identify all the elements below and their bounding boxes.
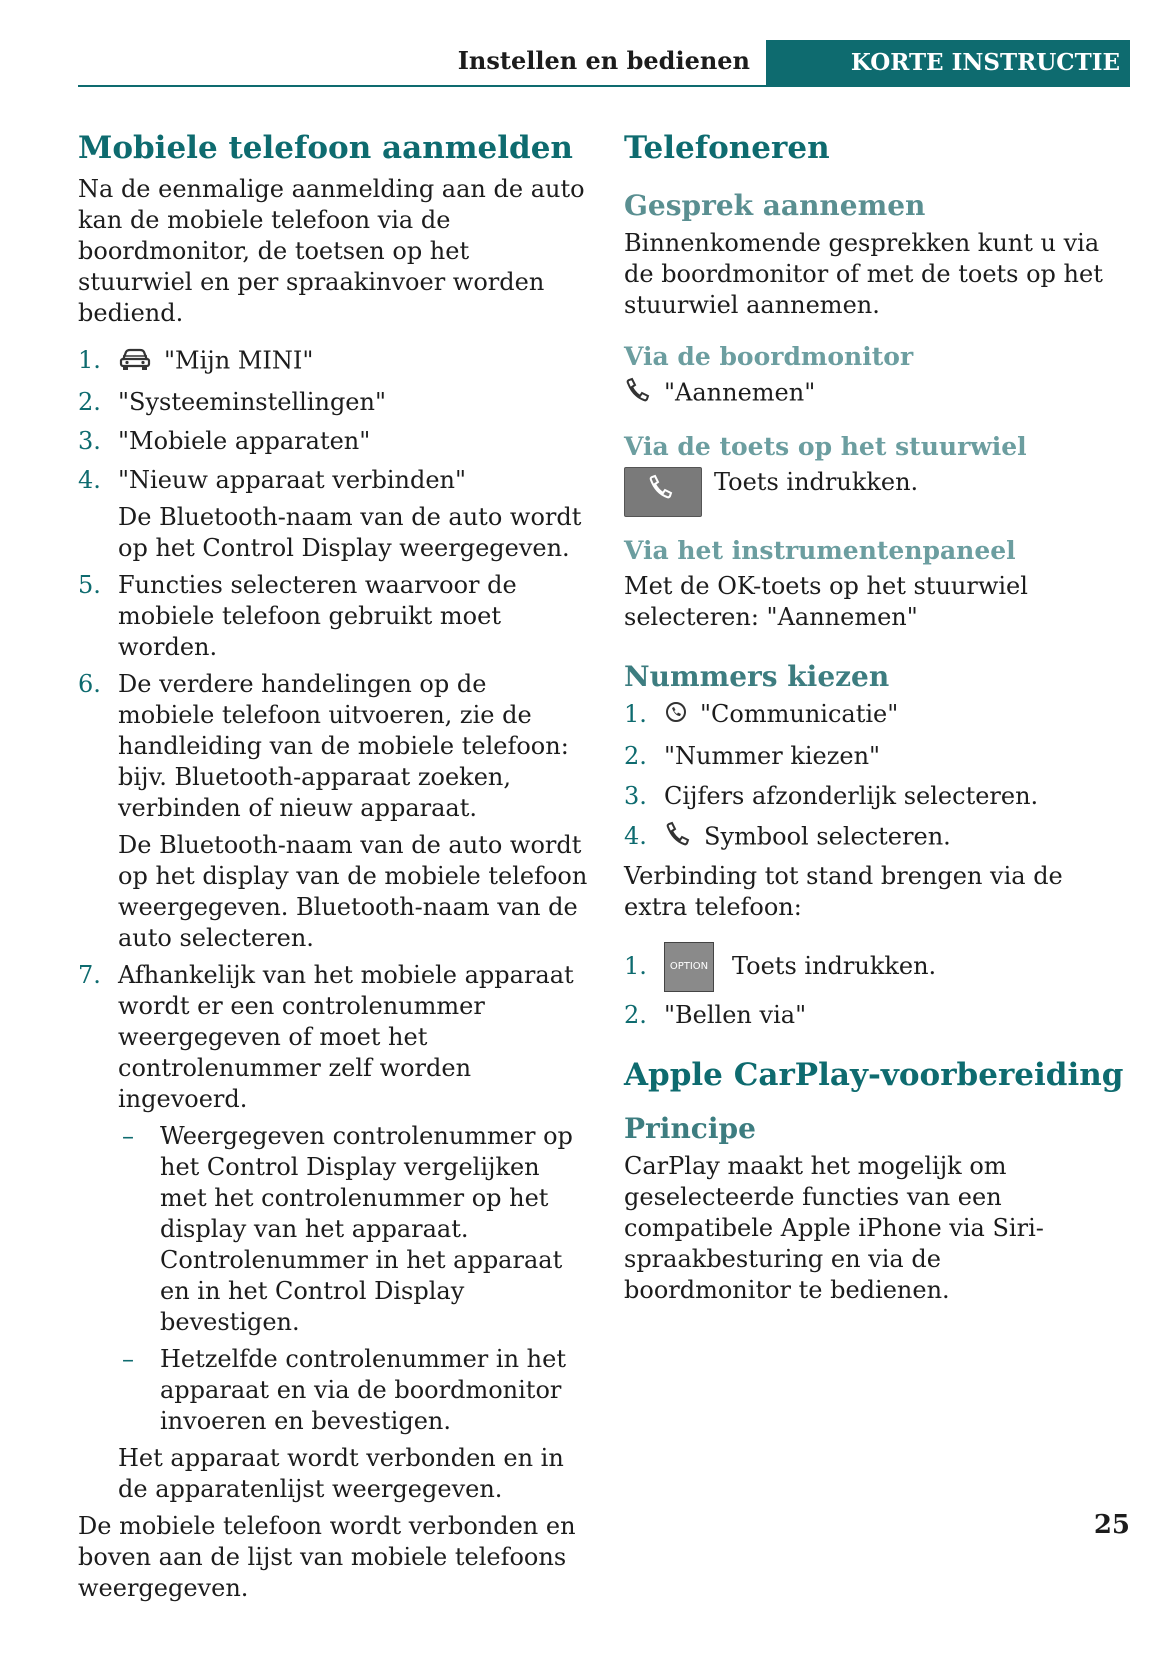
via-panel-paragraph: Met de OK-toets op het stuurwiel selecteren: "Aannemen" xyxy=(624,572,1028,631)
step-6-note: De Bluetooth-naam van de auto wordt op het display van de mobiele telefoon weergegeven. Bluetooth-naam van de auto selecteren. xyxy=(118,831,588,952)
page-number: 25 xyxy=(1093,1510,1130,1540)
dial-steps xyxy=(624,699,1114,855)
step-7-result: Het apparaat wordt verbonden en in de apparatenlijst weergegeven. xyxy=(118,1444,564,1503)
step-text: Cijfers afzonderlijk selecteren. xyxy=(664,781,1039,810)
step-number: 3. xyxy=(624,781,647,810)
extra-phone-paragraph: Verbinding tot stand brengen via de extra telefoon: xyxy=(624,861,1063,921)
step-text: "Communicatie" xyxy=(700,700,899,728)
section-title: Instellen en bedienen xyxy=(457,46,750,75)
phone-handset-icon xyxy=(624,377,650,411)
header-rule xyxy=(78,85,1130,87)
carplay-paragraph: CarPlay maakt het mogelijk om geselecteerde functies van een compatibele Apple iPhone via Siri-spraakbesturing en via de boordmonitor te bedienen. xyxy=(624,1152,1044,1304)
dash-marker: – xyxy=(122,1122,134,1150)
step-2 xyxy=(78,387,588,418)
dash-item-2 xyxy=(78,1344,588,1437)
step-number: 2. xyxy=(624,1001,647,1029)
heading-via-toets-stuurwiel: Via de toets op het stuurwiel xyxy=(624,432,1027,461)
heading-via-instrumentenpaneel: Via het instrumentenpaneel xyxy=(624,536,1016,565)
dial-step-1 xyxy=(624,699,1114,732)
car-icon xyxy=(118,345,152,379)
steering-wheel-phone-key xyxy=(624,467,702,517)
intro-paragraph: Na de eenmalige aanmelding aan de auto kan de mobiele telefoon via de boordmonitor, de toetsen op het stuurwiel en per spraakinvoer worden bediend. xyxy=(78,175,585,327)
extra-step-2 xyxy=(624,1000,1114,1031)
via-monitor-line xyxy=(624,377,1114,411)
step-number: 5. xyxy=(78,571,101,599)
step-number: 2. xyxy=(78,388,101,416)
dial-step-2 xyxy=(624,741,1114,772)
step-number: 7. xyxy=(78,961,101,989)
step-6 xyxy=(78,669,588,824)
heading-apple-carplay: Apple CarPlay-voorbereiding xyxy=(624,1057,1124,1093)
step-text: Toets indrukken. xyxy=(732,951,937,980)
step-number: 1. xyxy=(78,346,101,374)
step-text: "Nieuw apparaat verbinden" xyxy=(118,466,467,494)
step-text: "Mobiele apparaten" xyxy=(118,427,371,455)
step-number: 1. xyxy=(624,951,647,980)
step-1 xyxy=(78,345,588,379)
heading-telefoneren: Telefoneren xyxy=(624,130,830,166)
extra-phone-steps xyxy=(624,941,1114,1032)
step-number: 1. xyxy=(624,700,647,728)
registration-steps xyxy=(78,345,588,1505)
heading-via-boordmonitor: Via de boordmonitor xyxy=(624,342,914,371)
step-number: 2. xyxy=(624,741,647,770)
extra-step-1 xyxy=(624,941,1114,993)
dial-step-3 xyxy=(624,781,1114,812)
heading-gesprek-aannemen: Gesprek aannemen xyxy=(624,189,926,222)
step-text: "Bellen via" xyxy=(664,1001,807,1029)
right-column xyxy=(624,128,1124,1306)
left-column xyxy=(78,128,588,1604)
closing-paragraph: De mobiele telefoon wordt verbonden en boven aan de lijst van mobiele telefoons weergegeven. xyxy=(78,1512,576,1602)
step-3 xyxy=(78,426,588,457)
step-5 xyxy=(78,570,588,663)
step-4 xyxy=(78,465,588,496)
step-text: "Mijn MINI" xyxy=(164,346,314,375)
chapter-tab: KORTE INSTRUCTIE xyxy=(766,40,1130,87)
step-text: Afhankelijk van het mobiele apparaat wordt er een controlenummer weergegeven of moet het controlenummer zelf worden ingevoerd. xyxy=(118,961,574,1113)
communication-icon xyxy=(664,700,688,732)
phone-handset-icon xyxy=(664,821,690,855)
option-key: OPTION xyxy=(664,942,714,992)
via-monitor-text: "Aannemen" xyxy=(664,378,816,407)
via-wheel-line xyxy=(624,467,1114,517)
dash-text: Hetzelfde controlenummer in het apparaat en via de boordmonitor invoeren en bevestigen. xyxy=(160,1345,566,1435)
heading-principe: Principe xyxy=(624,1112,756,1145)
step-text: "Systeeminstellingen" xyxy=(118,388,387,416)
step-text: Symbool selecteren. xyxy=(704,822,951,850)
step-number: 4. xyxy=(624,821,647,850)
dash-item-1 xyxy=(78,1121,588,1338)
dial-step-4 xyxy=(624,821,1114,855)
via-wheel-text: Toets indrukken. xyxy=(714,468,919,496)
step-number: 4. xyxy=(78,466,101,494)
step-number: 6. xyxy=(78,670,101,698)
step-text: Functies selecteren waarvoor de mobiele telefoon gebruikt moet worden. xyxy=(118,571,517,661)
heading-nummers-kiezen: Nummers kiezen xyxy=(624,660,890,693)
step-text: De verdere handelingen op de mobiele telefoon uitvoeren, zie de handleiding van de mobiele telefoon: bijv. Bluetooth-apparaat zoeken, verbinden of nieuw apparaat. xyxy=(118,670,569,822)
step-text: "Nummer kiezen" xyxy=(664,741,881,770)
step-number: 3. xyxy=(78,427,101,455)
dash-marker: – xyxy=(122,1345,134,1373)
step-4-note: De Bluetooth-naam van de auto wordt op het Control Display weergegeven. xyxy=(118,503,582,562)
heading-mobiele-telefoon-aanmelden: Mobiele telefoon aanmelden xyxy=(78,130,573,166)
dash-text: Weergegeven controlenummer op het Control Display vergelijken met het controlenummer op het display van het apparaat. Controlenummer in het apparaat en in het Control Display bevestigen. xyxy=(160,1122,573,1336)
answer-paragraph: Binnenkomende gesprekken kunt u via de boordmonitor of met de toets op het stuurwiel aannemen. xyxy=(624,229,1103,319)
step-7 xyxy=(78,960,588,1115)
